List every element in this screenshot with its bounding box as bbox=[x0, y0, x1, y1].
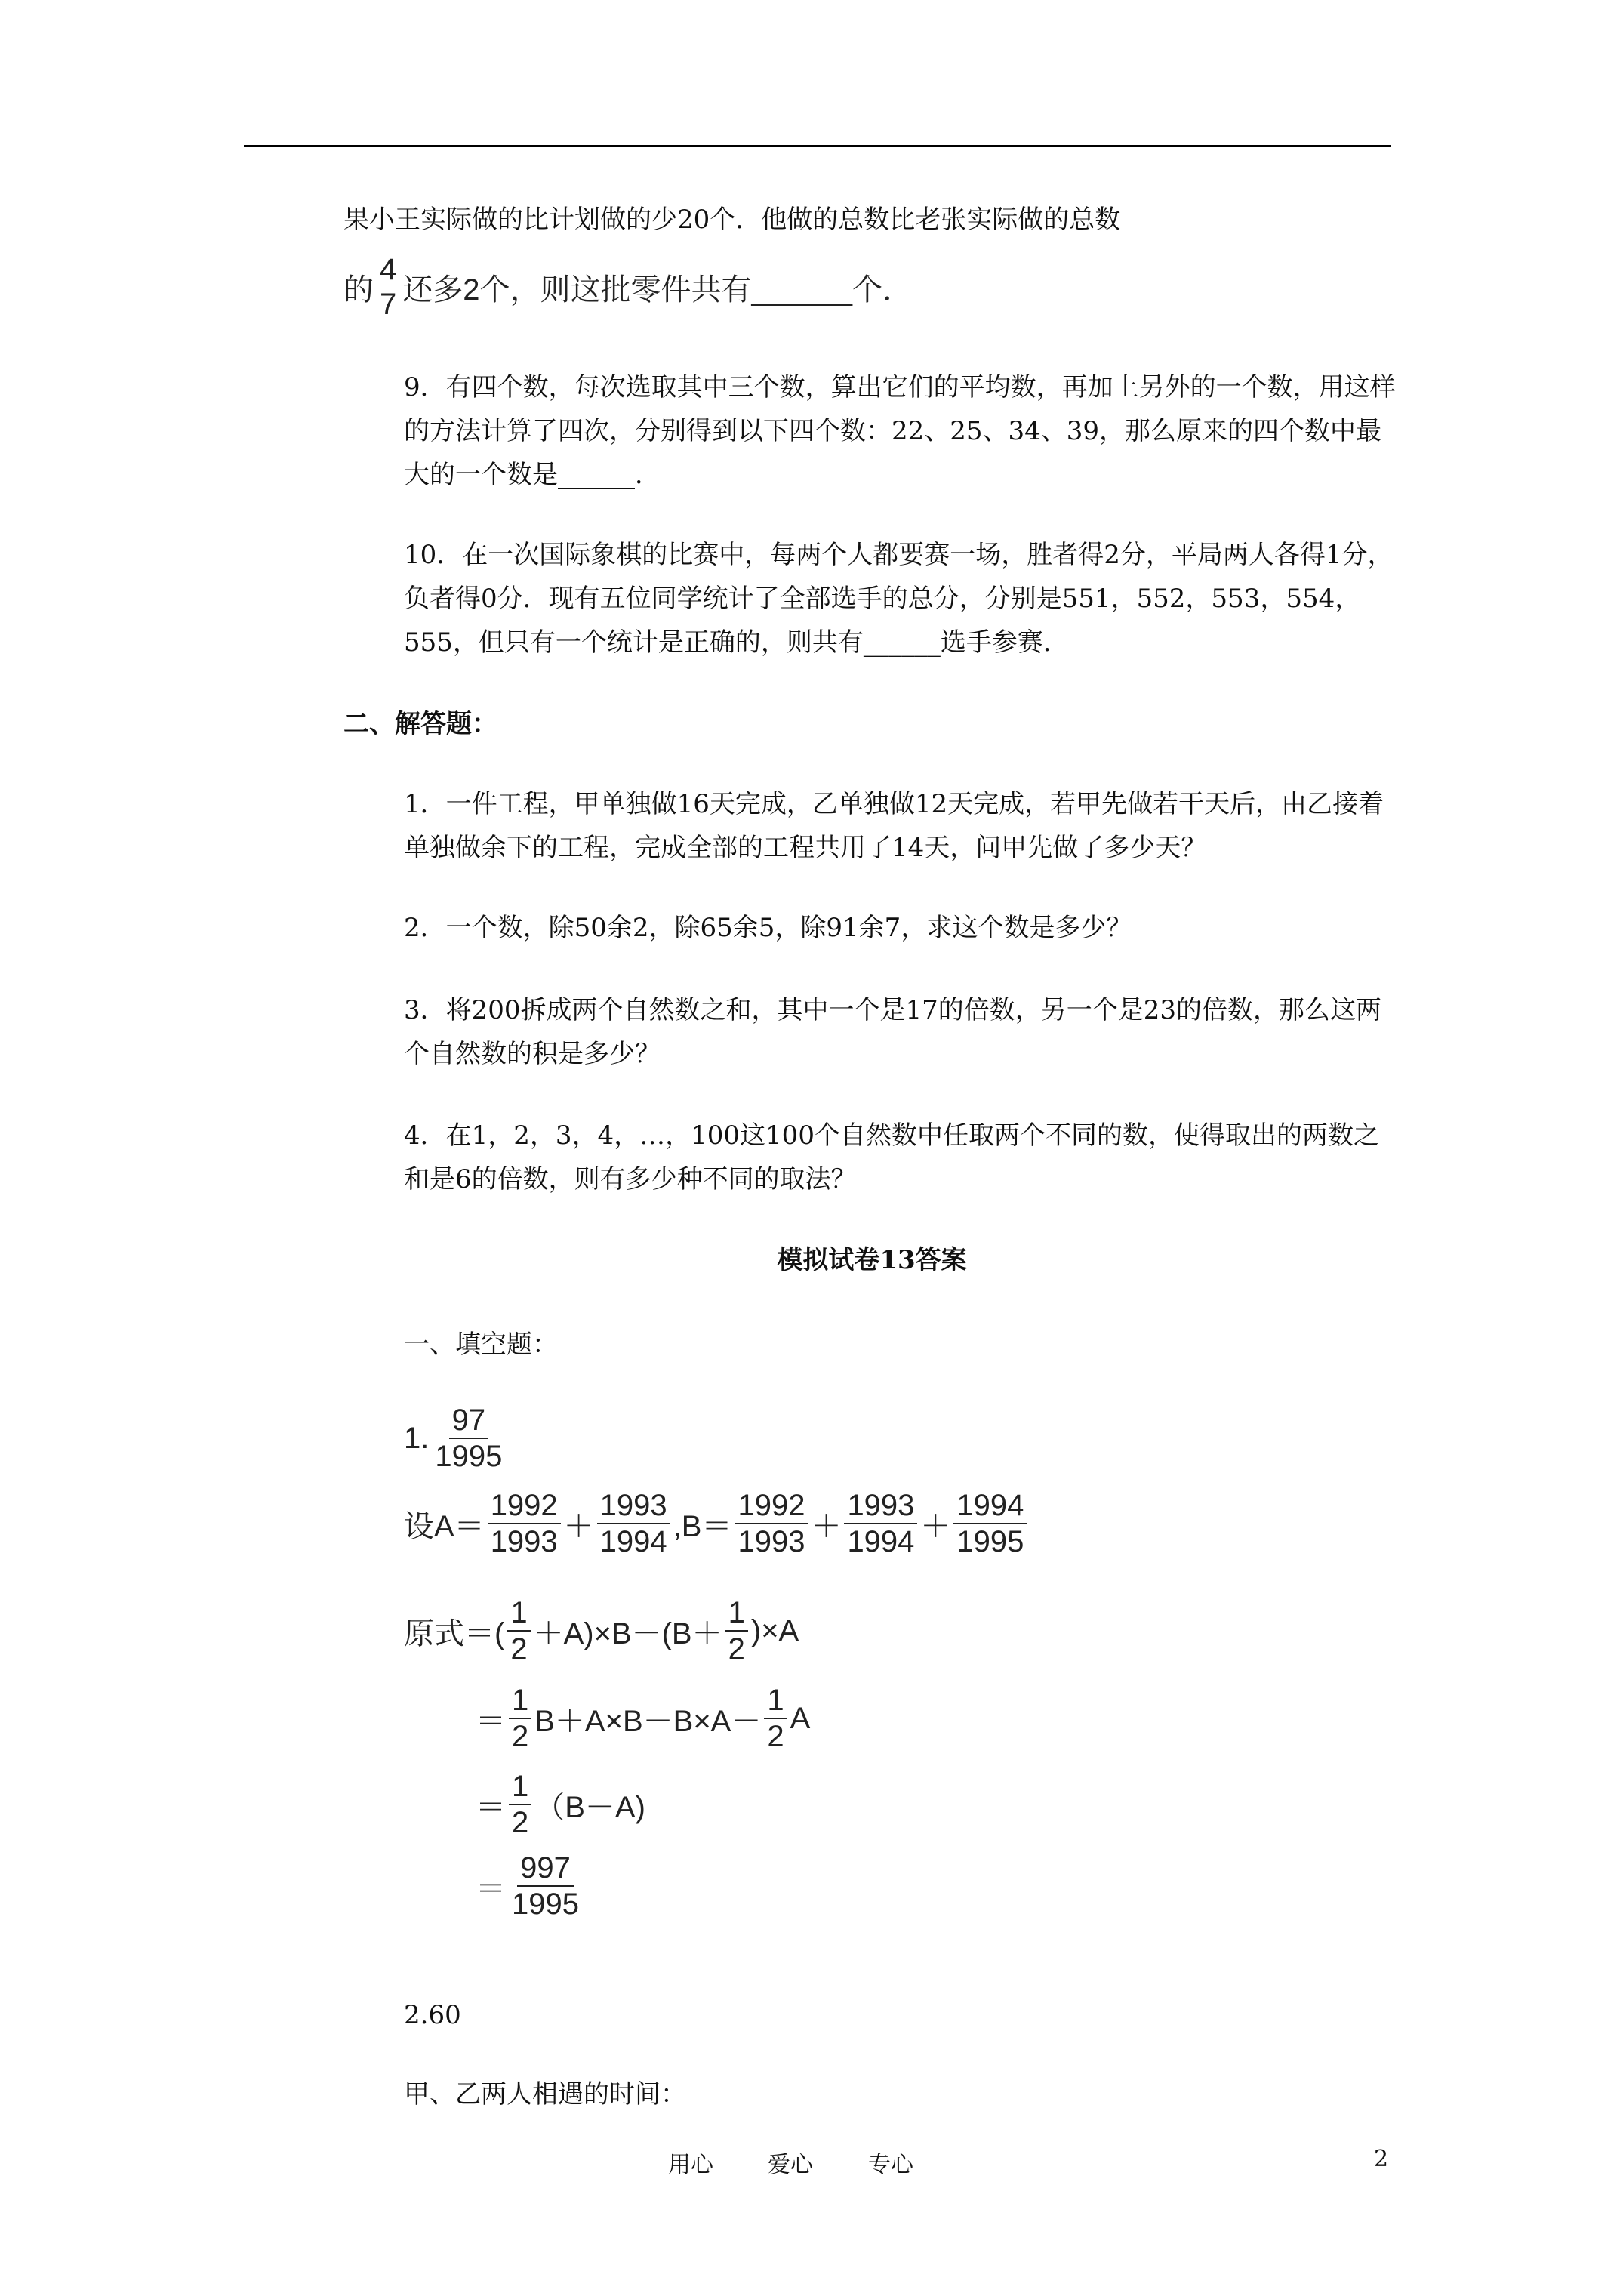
equation-line-2: ＝ $\frac{1}{2}$ B＋A×B－B×A－ $\frac{1}{2}$ A bbox=[476, 1684, 811, 1753]
equation-line-1: 原式＝( $\frac{1}{2}$ ＋A)×B－(B＋ $\frac{1}{2}$ )×A bbox=[404, 1596, 799, 1666]
section-heading-solve: 二、解答题： bbox=[343, 709, 497, 739]
question-8-continued: 果小王实际做的比计划做的少20个．他做的总数比老张实际做的总数 bbox=[343, 205, 1121, 235]
answer-2-value: 2.60 bbox=[404, 2000, 461, 2030]
equation-line-4: ＝ $\frac{997}{1995}$ bbox=[476, 1848, 585, 1924]
q8-prefix: 的 bbox=[343, 273, 374, 307]
question-8-tail bbox=[343, 249, 913, 325]
solve-question-3: 3．将200拆成两个自然数之和，其中一个是17的倍数，另一个是23的倍数，那么这两个自然数的积是多少？ bbox=[404, 995, 1382, 1069]
answer-2-text: 甲、乙两人相遇的时间： bbox=[404, 2079, 686, 2110]
footer-word-2: 爱心 bbox=[768, 2152, 813, 2178]
footer-word-3: 专心 bbox=[868, 2152, 913, 2178]
question-10: 10．在一次国际象棋的比赛中，每两个人都要赛一场，胜者得2分，平局两人各得1分，负者得0分．现有五位同学统计了全部选手的总分，分别是551，552，553，554，555，但只有一个统计是正确的，则共有______选手参赛． bbox=[404, 540, 1394, 658]
answer-section-fill: 一、填空题： bbox=[404, 1330, 558, 1360]
fraction-4-7: 4 7 bbox=[380, 253, 397, 321]
equation-define-ab: 设A＝ $\frac{1992}{1993}$ ＋ $\frac{1993}{1994}$ ,B＝ $\frac{1992}{1993}$ ＋ $\frac{1993}{1994}$ ＋ $\frac{1994}{1995}$ bbox=[404, 1486, 1030, 1561]
fraction-997-1995: $\frac{997}{1995}$ bbox=[512, 1851, 579, 1921]
answer-title: 模拟试卷13答案 bbox=[777, 1245, 967, 1275]
solve-question-2: 2．一个数，除50余2，除65余5，除91余7，求这个数是多少？ bbox=[404, 913, 1132, 943]
footer-word-1: 用心 bbox=[668, 2152, 713, 2178]
solve-question-4: 4．在1，2，3，4，…，100这100个自然数中任取两个不同的数，使得取出的两数之和是6的倍数，则有多少种不同的取法？ bbox=[404, 1120, 1379, 1194]
question-9: 9．有四个数，每次选取其中三个数，算出它们的平均数，再加上另外的一个数，用这样的方法计算了四次，分别得到以下四个数：22、25、34、39，那么原来的四个数中最大的一个数是______． bbox=[404, 372, 1396, 490]
header-rule bbox=[244, 145, 1391, 147]
answer-1-value: 1. $\frac{97}{1995}$ bbox=[404, 1401, 508, 1476]
page-number: 2 bbox=[1374, 2146, 1389, 2172]
equation-line-3: ＝ $\frac{1}{2}$ （B－A) bbox=[476, 1770, 645, 1839]
solve-question-1: 1．一件工程，甲单独做16天完成，乙单独做12天完成，若甲先做若干天后，由乙接着单独做余下的工程，完成全部的工程共用了14天，问甲先做了多少天？ bbox=[404, 789, 1384, 863]
q8-suffix: 还多2个，则这批零件共有______个． bbox=[402, 273, 913, 307]
fraction-97-1995: $\frac{97}{1995}$ bbox=[435, 1404, 503, 1473]
